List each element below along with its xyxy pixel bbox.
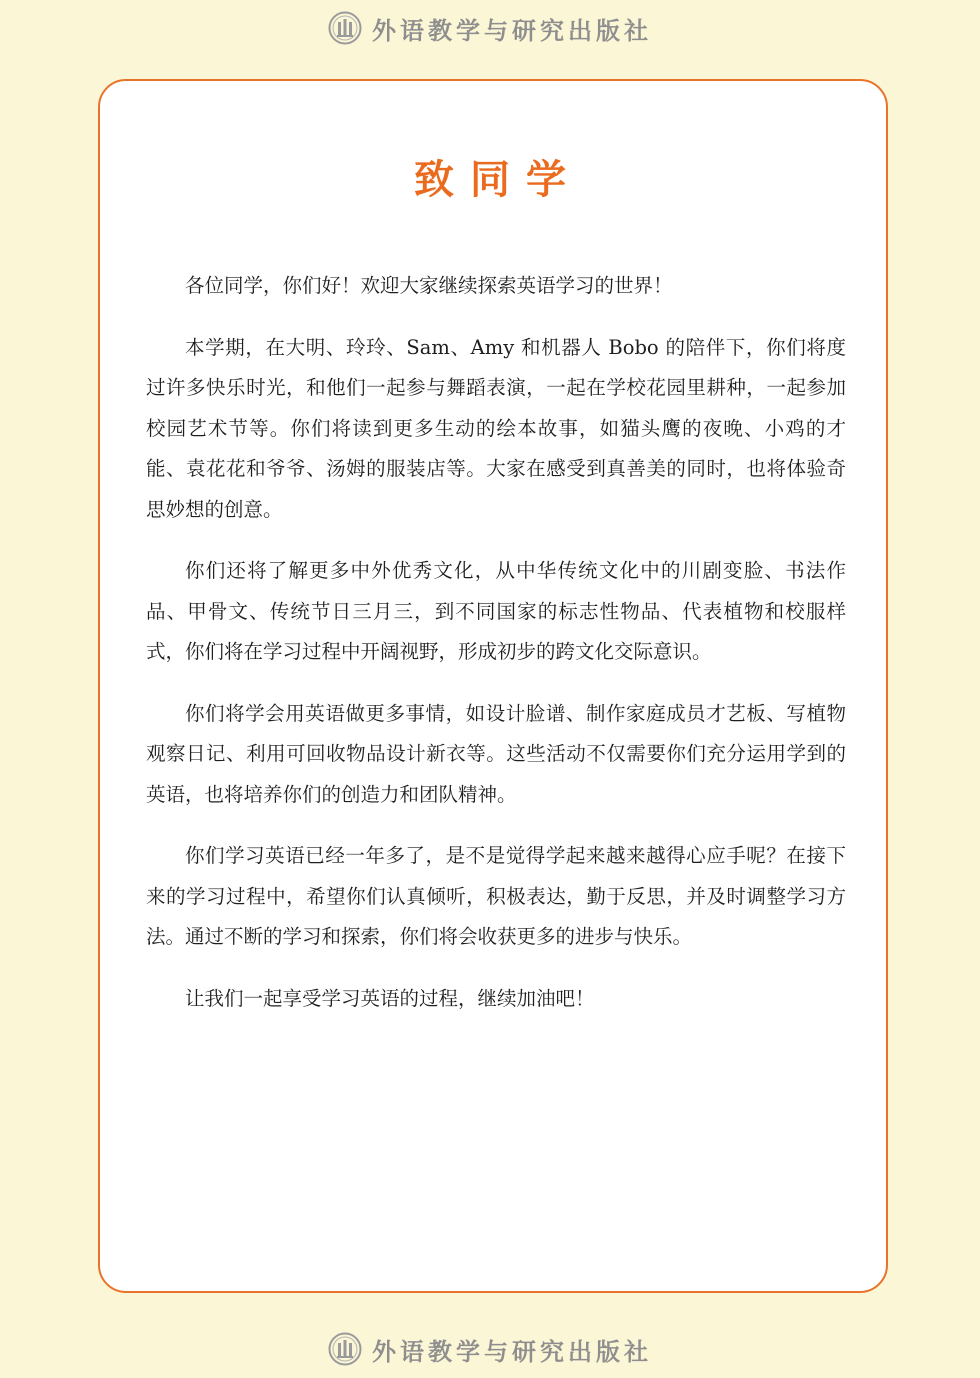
letter-paragraph: 你们还将了解更多中外优秀文化，从中华传统文化中的川剧变脸、书法作品、甲骨文、传统节日三月三，到不同国家的标志性物品、代表植物和校服样式，你们将在学习过程中开阔视野，形成初步的跨文化交际意识。 (146, 559, 846, 663)
header-publisher-name: 外语教学与研究出版社 (372, 16, 652, 45)
letter-paragraph: 本学期，在大明、玲玲、Sam、Amy 和机器人 Bobo 的陪伴下，你们将度过许多快乐时光，和他们一起参与舞蹈表演，一起在学校花园里耕种，一起参加校园艺术节等。你们将读到更多生动的绘本故事，如猫头鹰的夜晚、小鸡的才能、袁花花和爷爷、汤姆的服装店等。大家在感受到真善美的同时，也将体验奇思妙想的创意。 (146, 335, 846, 521)
letter-paragraph: 各位同学，你们好！欢迎大家继续探索英语学习的世界！ (185, 274, 673, 297)
header-publisher-bar (0, 6, 980, 50)
fltrp-logo-icon (328, 11, 362, 45)
letter-paragraph: 你们学习英语已经一年多了，是不是觉得学起来越来越得心应手呢？在接下来的学习过程中，希望你们认真倾听，积极表达，勤于反思，并及时调整学习方法。通过不断的学习和探索，你们将会收获更多的进步与快乐。 (146, 844, 846, 948)
letter-title: 致同学 (414, 157, 582, 203)
footer-publisher-name: 外语教学与研究出版社 (372, 1337, 652, 1366)
letter-body (146, 266, 846, 1040)
footer-publisher-bar (0, 1327, 980, 1371)
letter-paragraph: 你们将学会用英语做更多事情，如设计脸谱、制作家庭成员才艺板、写植物观察日记、利用可回收物品设计新衣等。这些活动不仅需要你们充分运用学到的英语，也将培养你们的创造力和团队精神。 (146, 701, 846, 806)
letter-paragraph: 让我们一起享受学习英语的过程，继续加油吧！ (185, 986, 595, 1010)
fltrp-logo-icon (328, 1332, 362, 1366)
